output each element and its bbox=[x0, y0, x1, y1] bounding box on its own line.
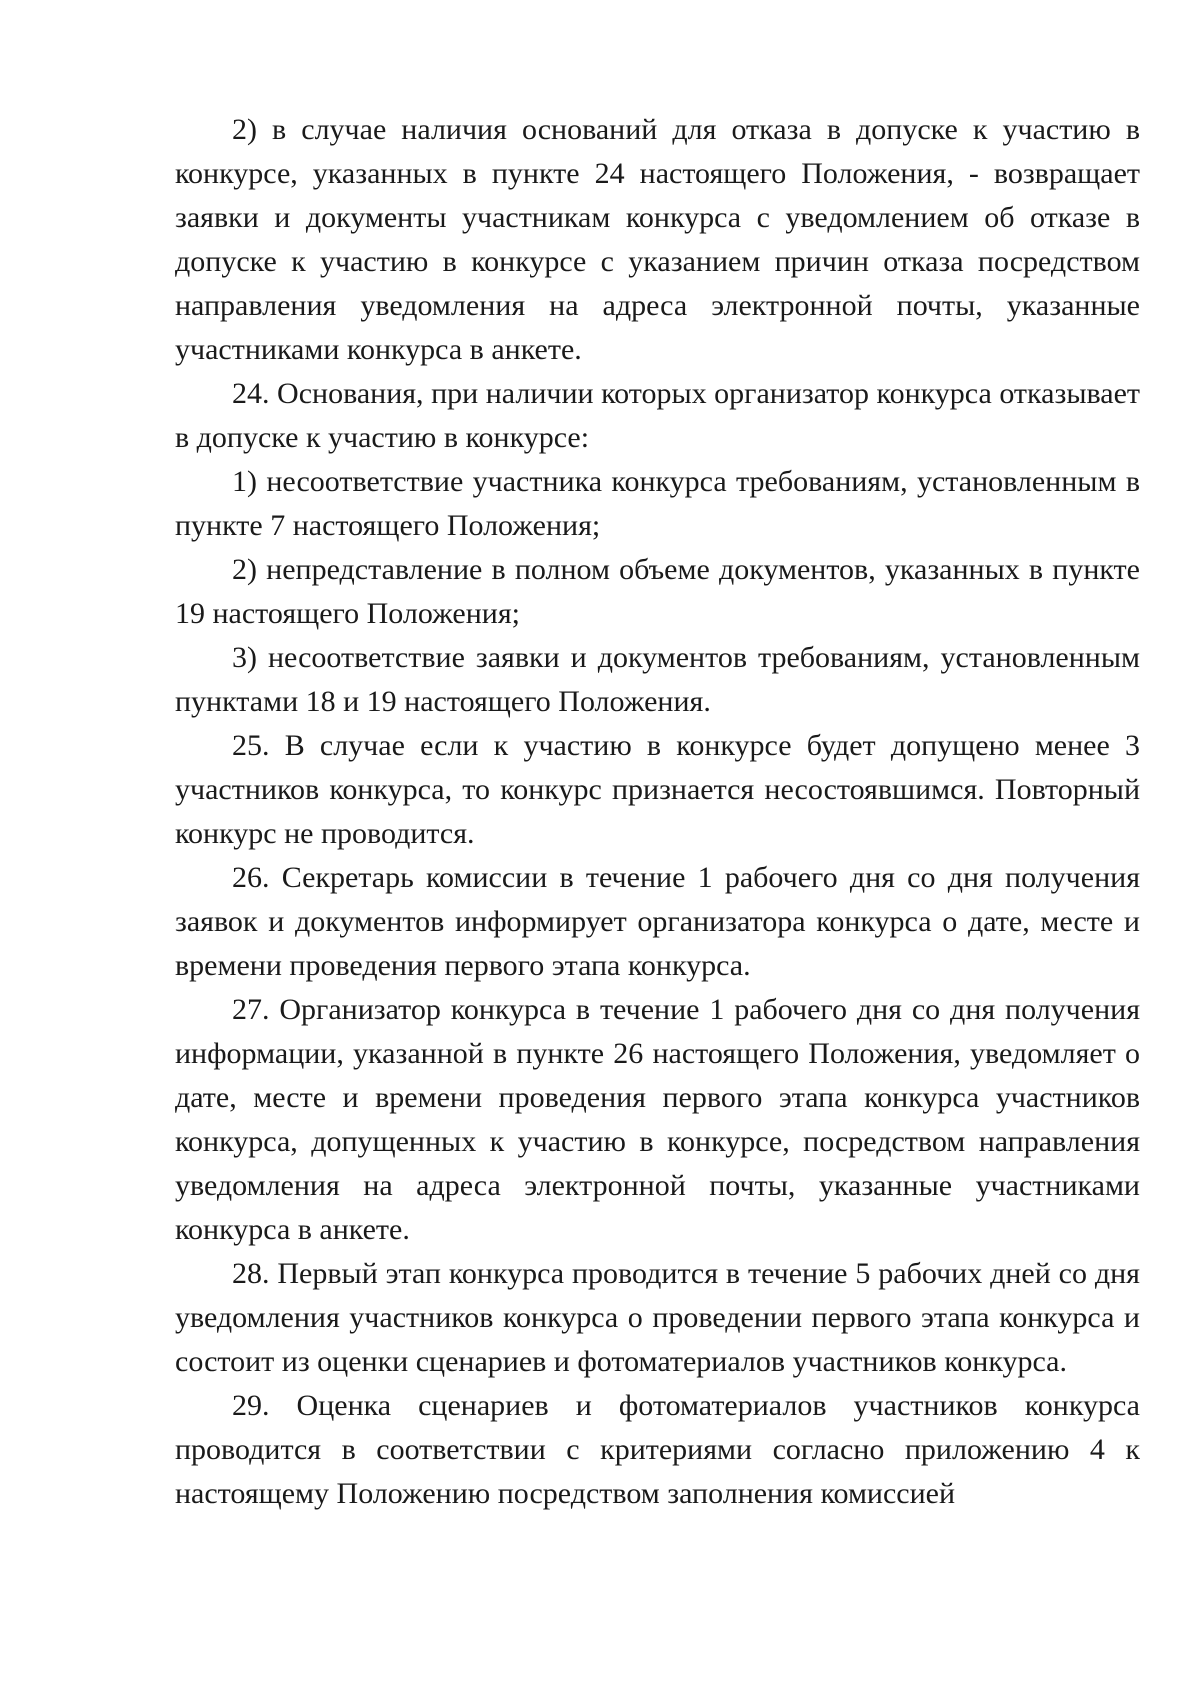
paragraph-24-item-3: 3) несоответствие заявки и документов требованиям, установленным пунктами 18 и 19 настоящего Положения. bbox=[175, 641, 1140, 718]
paragraph-24-item-2: 2) непредставление в полном объеме документов, указанных в пункте 19 настоящего Положения; bbox=[175, 553, 1140, 630]
paragraph-25: 25. В случае если к участию в конкурсе будет допущено менее 3 участников конкурса, то конкурс признается несостоявшимся. Повторный конкурс не проводится. bbox=[175, 729, 1140, 850]
paragraph-29: 29. Оценка сценариев и фотоматериалов участников конкурса проводится в соответствии с критериями согласно приложению 4 к настоящему Положению посредством заполнения комиссией bbox=[175, 1389, 1140, 1510]
paragraph-27: 27. Организатор конкурса в течение 1 рабочего дня со дня получения информации, указанной в пункте 26 настоящего Положения, уведомляет о дате, месте и времени проведения первого этапа конкурса участников конкурса, допущенных к участию в конкурсе, посредством направления уведомления на адреса электронной почты, указанные участниками конкурса в анкете. bbox=[175, 993, 1140, 1246]
paragraph-26: 26. Секретарь комиссии в течение 1 рабочего дня со дня получения заявок и документов информирует организатора конкурса о дате, месте и времени проведения первого этапа конкурса. bbox=[175, 861, 1140, 982]
paragraph-24-item-1: 1) несоответствие участника конкурса требованиям, установленным в пункте 7 настоящего Положения; bbox=[175, 465, 1140, 542]
document-body bbox=[175, 108, 1140, 1516]
paragraph-24: 24. Основания, при наличии которых организатор конкурса отказывает в допуске к участию в конкурсе: bbox=[175, 377, 1140, 454]
paragraph-28: 28. Первый этап конкурса проводится в течение 5 рабочих дней со дня уведомления участников конкурса о проведении первого этапа конкурса и состоит из оценки сценариев и фотоматериалов участников конкурса. bbox=[175, 1257, 1140, 1378]
paragraph-item-2-return: 2) в случае наличия оснований для отказа в допуске к участию в конкурсе, указанных в пункте 24 настоящего Положения, - возвращает заявки и документы участникам конкурса с уведомлением об отказе в допуске к участию в конкурсе с указанием причин отказа посредством направления уведомления на адреса электронной почты, указанные участниками конкурса в анкете. bbox=[175, 113, 1140, 366]
